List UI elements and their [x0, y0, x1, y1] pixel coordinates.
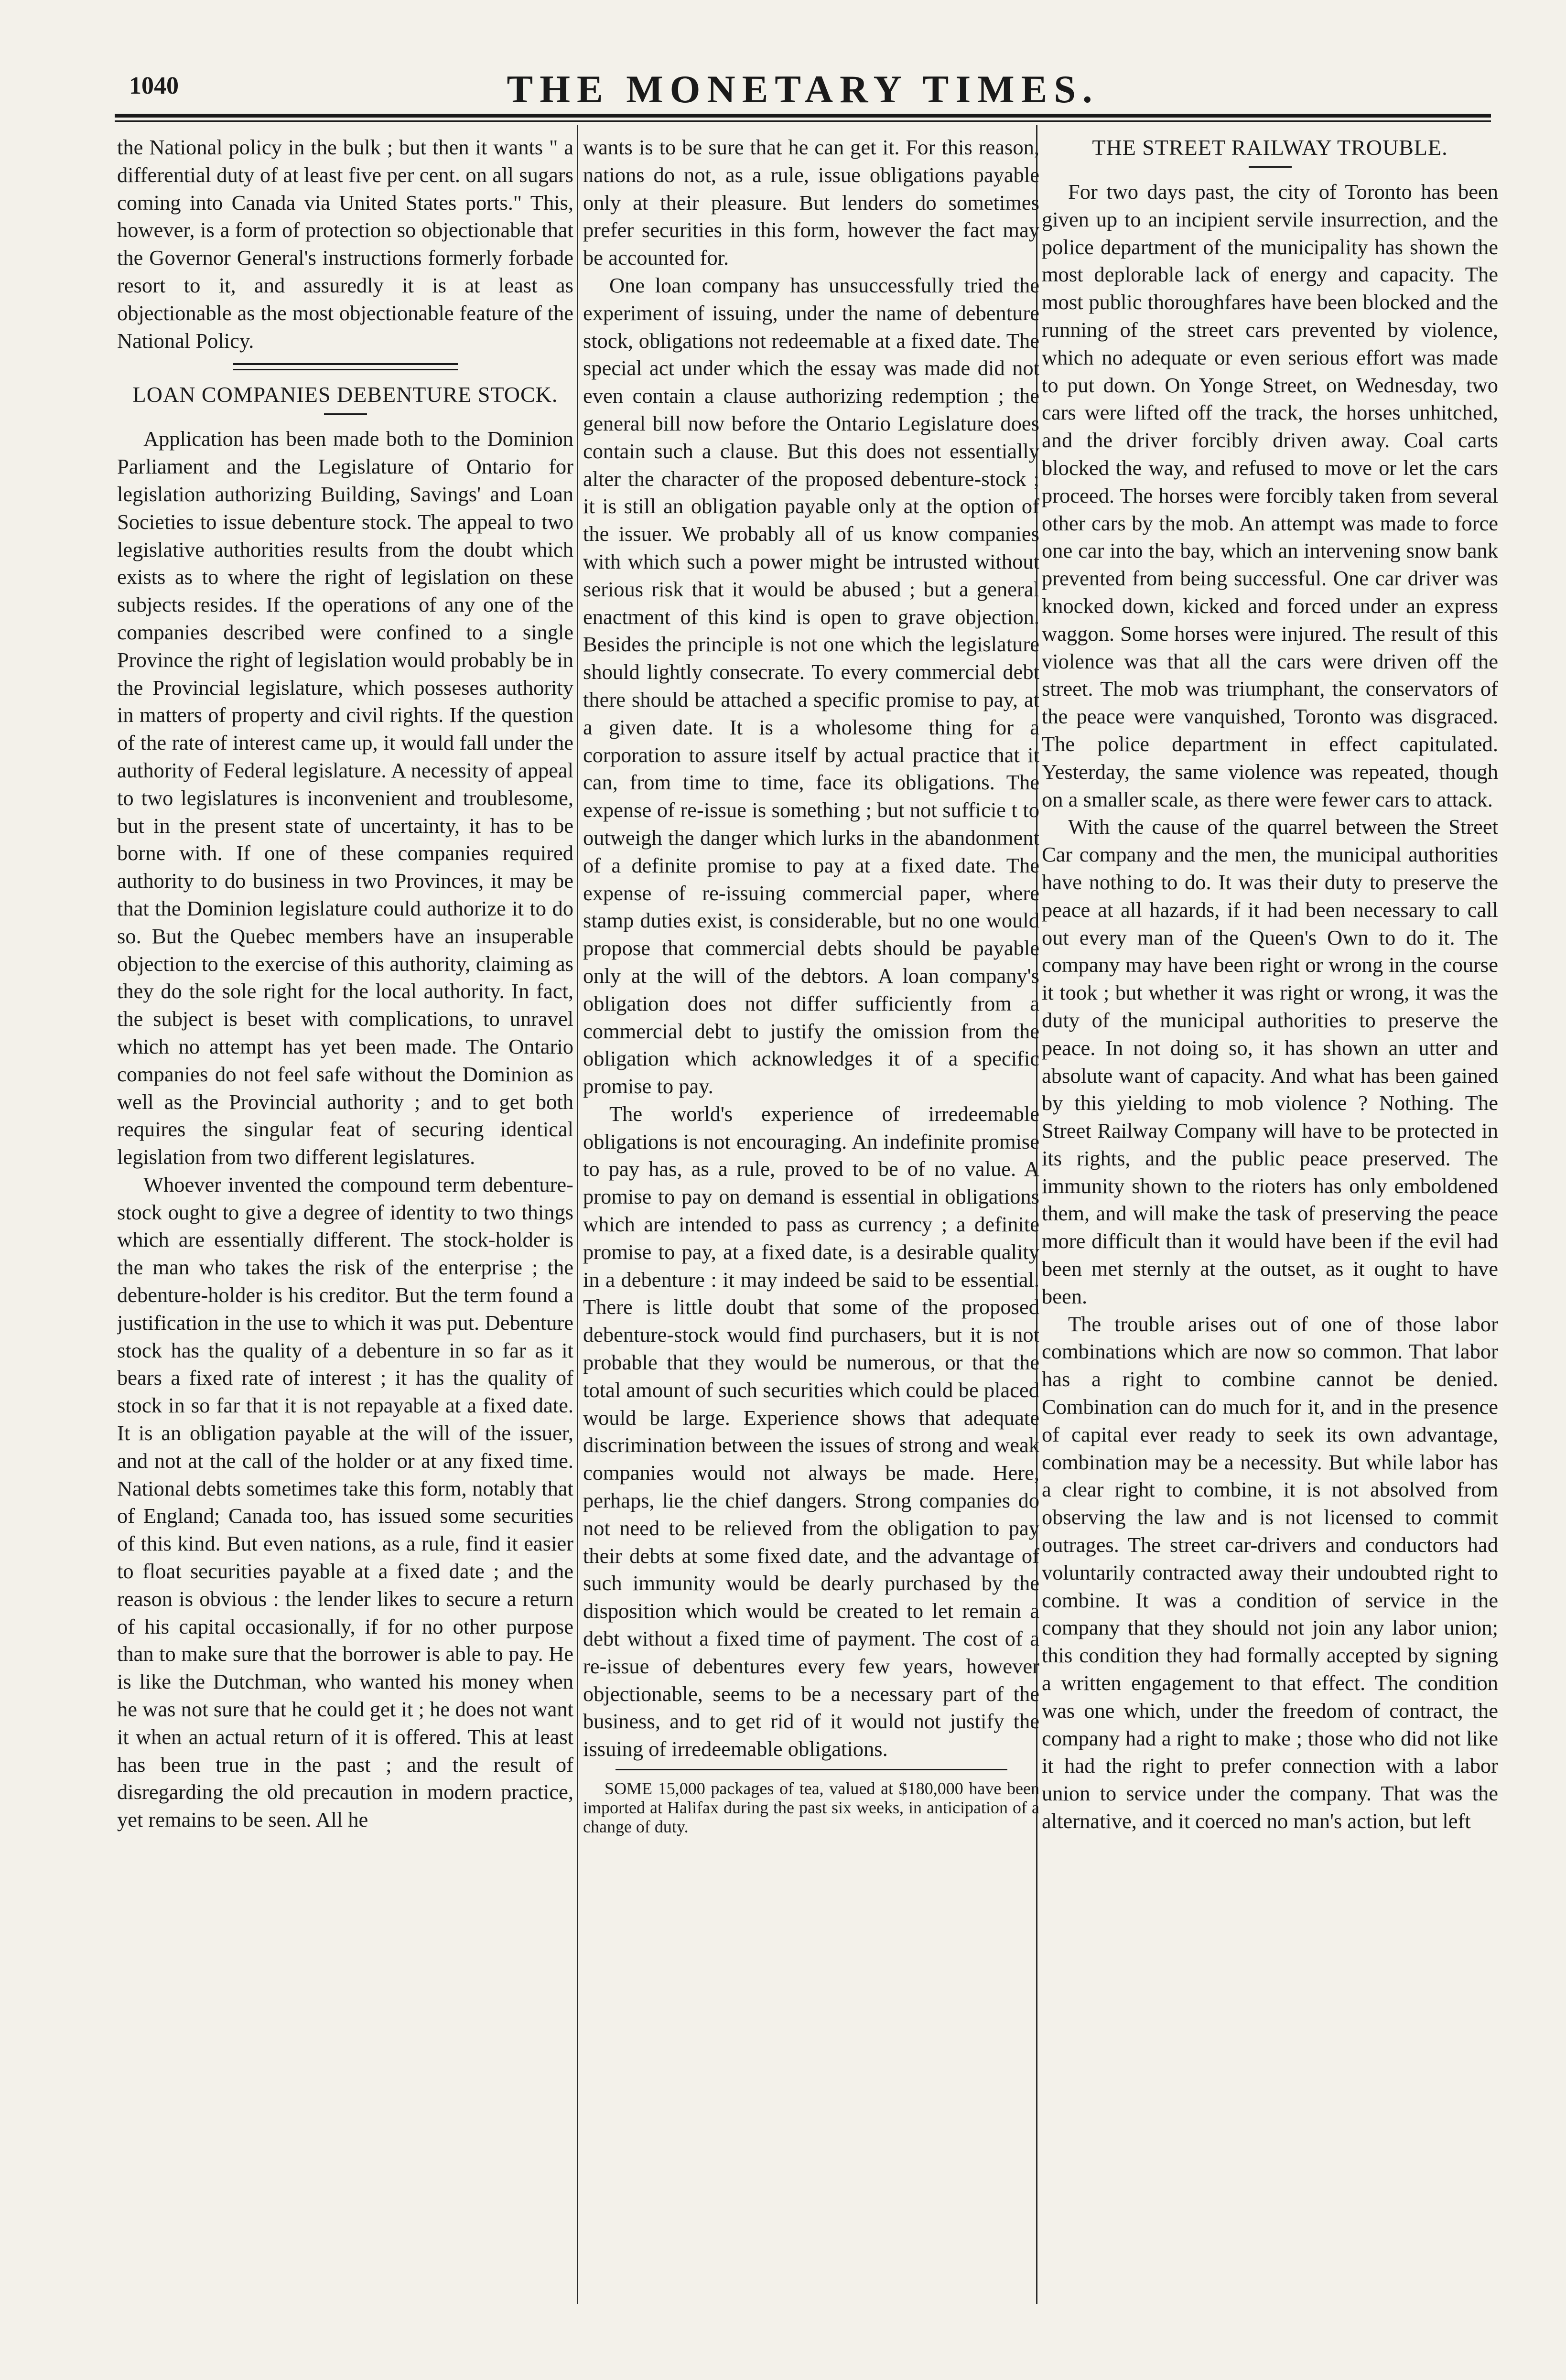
article-paragraph: For two days past, the city of Toronto has been given up to an incipient servile insurrection, and the police department of the municipality has shown the most deplorable lack of energy and capacity. The most public thoroughfares have been blocked and the running of the street cars prevented by violence, which no adequate or even serious effort was made to put down. On Yonge Street, on Wednesday, two cars were lifted off the track, the horses unhitched, and the driver forcibly driven away. Coal carts blocked the way, and refused to move or let the cars proceed. The horses were forcibly taken from several other cars by the mob. An attempt was made to force one car into the bay, which an intervening snow bank prevented from being successful. One car driver was knocked down, kicked and forced under an express waggon. Some horses were injured. The result of this violence was that all the cars were driven off the street. The mob was triumphant, the conservators of the peace were vanquished, Toronto was disgraced. The police department in effect capitulated. Yesterday, the same violence was repeated, though on a smaller scale, as there were fewer cars to attack.: [1042, 180, 1498, 811]
article-paragraph: wants is to be sure that he can get it. For this reason, nations do not, as a rule, issue obligations payable only at their pleasure. But lenders do sometimes prefer securities in this form, however the fact may be accounted for.: [583, 135, 1039, 270]
header-rule: [115, 114, 1491, 118]
column-2: [583, 134, 1039, 2313]
section-divider: [233, 363, 458, 370]
header-rule-thin: [115, 120, 1491, 122]
article-paragraph: One loan company has unsuccessfully tried the experiment of issuing, under the name of debenture stock, obligations not redeemable at a fixed date. The special act under which the essay was made did not even contain a clause authorizing redemption ; the general bill now before the Ontario Legislature does contain such a clause. But this does not essentially alter the character of the proposed debenture-stock ; it is still an obligation payable only at the option of the issuer. We probably all of us know companies with which such a power might be intrusted without serious risk that it would be abused ; but a general enactment of this kind is open to grave objection. Besides the principle is not one which the legislature should lightly consecrate. To every commercial debt there should be attached a specific promise to pay, at a given date. It is a wholesome thing for a corporation to assure itself by actual practice that it can, from time to time, face its obligations. The expense of re-issue is something ; but not sufficie t to outweigh the danger which lurks in the abandonment of a definite promise to pay at a fixed date. The expense of re-issuing commercial paper, where stamp duties exist, is considerable, but no one would propose that commercial debts should be payable only at the will of the debtors. A loan company's obligation does not differ sufficiently from a commercial debt to justify the omission from the obligation which acknowledges it of a specific promise to pay.: [583, 273, 1039, 1098]
article-paragraph: With the cause of the quarrel between the Street Car company and the men, the municipal authorities have nothing to do. It was their duty to preserve the peace at all hazards, if it had been necessary to call out every man of the Queen's Own to do it. The company may have been right or wrong in the course it took ; but whether it was right or wrong, it was the duty of the municipal authorities to preserve the peace. In not doing so, it has shown an utter and absolute want of capacity. And what has been gained by this yielding to mob violence ? Nothing. The Street Railway Company will have to be protected in its rights, and the public peace preserved. The immunity shown to the rioters has only emboldened them, and will make the task of preserving the peace more difficult than it would have been if the evil had been met sternly at the outset, as it ought to have been.: [1042, 815, 1498, 1308]
article-paragraph: Application has been made both to the Dominion Parliament and the Legislature of Ontario for legislation authorizing Building, Savings' and Loan Societies to issue debenture stock. The appeal to two legislative authorities results from the doubt which exists as to where the right of legislation on these subjects resides. If the operations of any one of the companies described were confined to a single Province the right of legislation would probably be in the Provincial legislature, which posseses authority in matters of property and civil rights. If the question of the rate of interest came up, it would fall under the authority of Federal legislature. A necessity of appeal to two legislatures is inconvenient and troublesome, but in the present state of uncertainty, it has to be borne with. If one of these companies required authority to do business in two Provinces, it may be that the Dominion legislature could authorize it to do so. But the Quebec members have an insuperable objection to the exercise of this authority, claiming as they do the sole right for the local authority. In fact, the subject is beset with complications, to unravel which no attempt has yet been made. The Ontario companies do not feel safe without the Dominion as well as the Provincial authority ; and to get both requires the singular feat of securing identical legislation from two different legislatures.: [117, 427, 573, 1169]
column-divider-1: [577, 125, 578, 2304]
heading-rule: [324, 413, 367, 415]
national-policy-continuation: the National policy in the bulk ; but then it wants " a differential duty of at least five per cent. on all sugars coming into Canada via United States ports." This, however, is a form of protection so objectionable that the Governor General's instructions formerly forbade resort to it, and assuredly it is at least as objectionable as the most objectionable feature of the National Policy.: [117, 135, 573, 353]
column-1: [117, 134, 573, 2356]
note-divider: [616, 1769, 1007, 1770]
article-paragraph: Whoever invented the compound term debenture-stock ought to give a degree of identity to two things which are essentially different. The stock-holder is the man who takes the risk of the enterprise ; the debenture-holder is his creditor. But the term found a justification in the use to which it was put. Debenture stock has the quality of a debenture in so far as it bears a fixed rate of interest ; it has the quality of stock in so far that it is not repayable at a fixed date. It is an obligation payable at the will of the issuer, and not at the call of the holder or at any fixed time. National debts sometimes take this form, notably that of England; Canada too, has issued some securities of this kind. But even nations, as a rule, find it easier to float securities payable at a fixed date ; and the reason is obvious : the lender likes to secure a return of his capital occasionally, if for no other purpose than to make sure that the borrower is able to pay. He is like the Dutchman, who wanted his money when he was not sure that he could get it ; he does not want it when an actual return of it is offered. This at least has been true in the past ; and the result of disregarding the old precaution in modern practice, yet remains to be seen. All he: [117, 1172, 573, 1832]
article-paragraph: The trouble arises out of one of those labor combinations which are now so common. That labor has a right to combine cannot be denied. Combination can do much for it, and in the presence of capital ever ready to seek its own advantage, combination may be a necessity. But while labor has a clear right to combine, it is not absolved from observing the law and is not licensed to commit outrages. The street car-drivers and conductors had voluntarily contracted away their undoubted right to combine. It was a condition of service in the company that they should not join any labor union; this condition they had formally accepted by signing a written engagement to that effect. The condition was one which, under the freedom of contract, the company had a right to make ; those who did not like it had the right to prefer connection with a labor union to service under the company. That was the alternative, and it coerced no man's action, but left: [1042, 1312, 1498, 1833]
article-heading-street-railway: THE STREET RAILWAY TROUBLE.: [1092, 135, 1448, 160]
heading-rule: [1249, 166, 1292, 168]
column-3: [1042, 134, 1498, 2360]
page-header: [119, 57, 1486, 110]
page-number: 1040: [129, 72, 179, 99]
article-heading-loan-companies: LOAN COMPANIES DEBENTURE STOCK.: [132, 382, 558, 407]
tea-import-note: SOME 15,000 packages of tea, valued at $180,000 have been imported at Halifax during the past six weeks, in anticipation of a change of duty.: [583, 1779, 1039, 1837]
article-paragraph: The world's experience of irredeemable obligations is not encouraging. An indefinite promise to pay has, as a rule, proved to be of no value. A promise to pay on demand is essential in obligations which are intended to pass as currency ; a definite promise to pay, at a fixed date, is a desirable quality in a debenture : it may indeed be said to be essential. There is little doubt that some of the proposed debenture-stock would find purchasers, but it is not probable that they would be numerous, or that the total amount of such securities which could be placed would be large. Experience shows that adequate discrimination between the issues of strong and weak companies would not always be made. Here, perhaps, lie the chief dangers. Strong companies do not need to be relieved from the obligation to pay their debts at some fixed date, and the advantage of such immunity would be dearly purchased by the disposition which would be created to let remain a debt without a fixed time of payment. The cost of a re-issue of debentures every few years, however objectionable, seems to be a necessary part of the business, and to get rid of it would not justify the issuing of irredeemable obligations.: [583, 1101, 1039, 1761]
masthead-title: THE MONETARY TIMES.: [507, 67, 1099, 111]
